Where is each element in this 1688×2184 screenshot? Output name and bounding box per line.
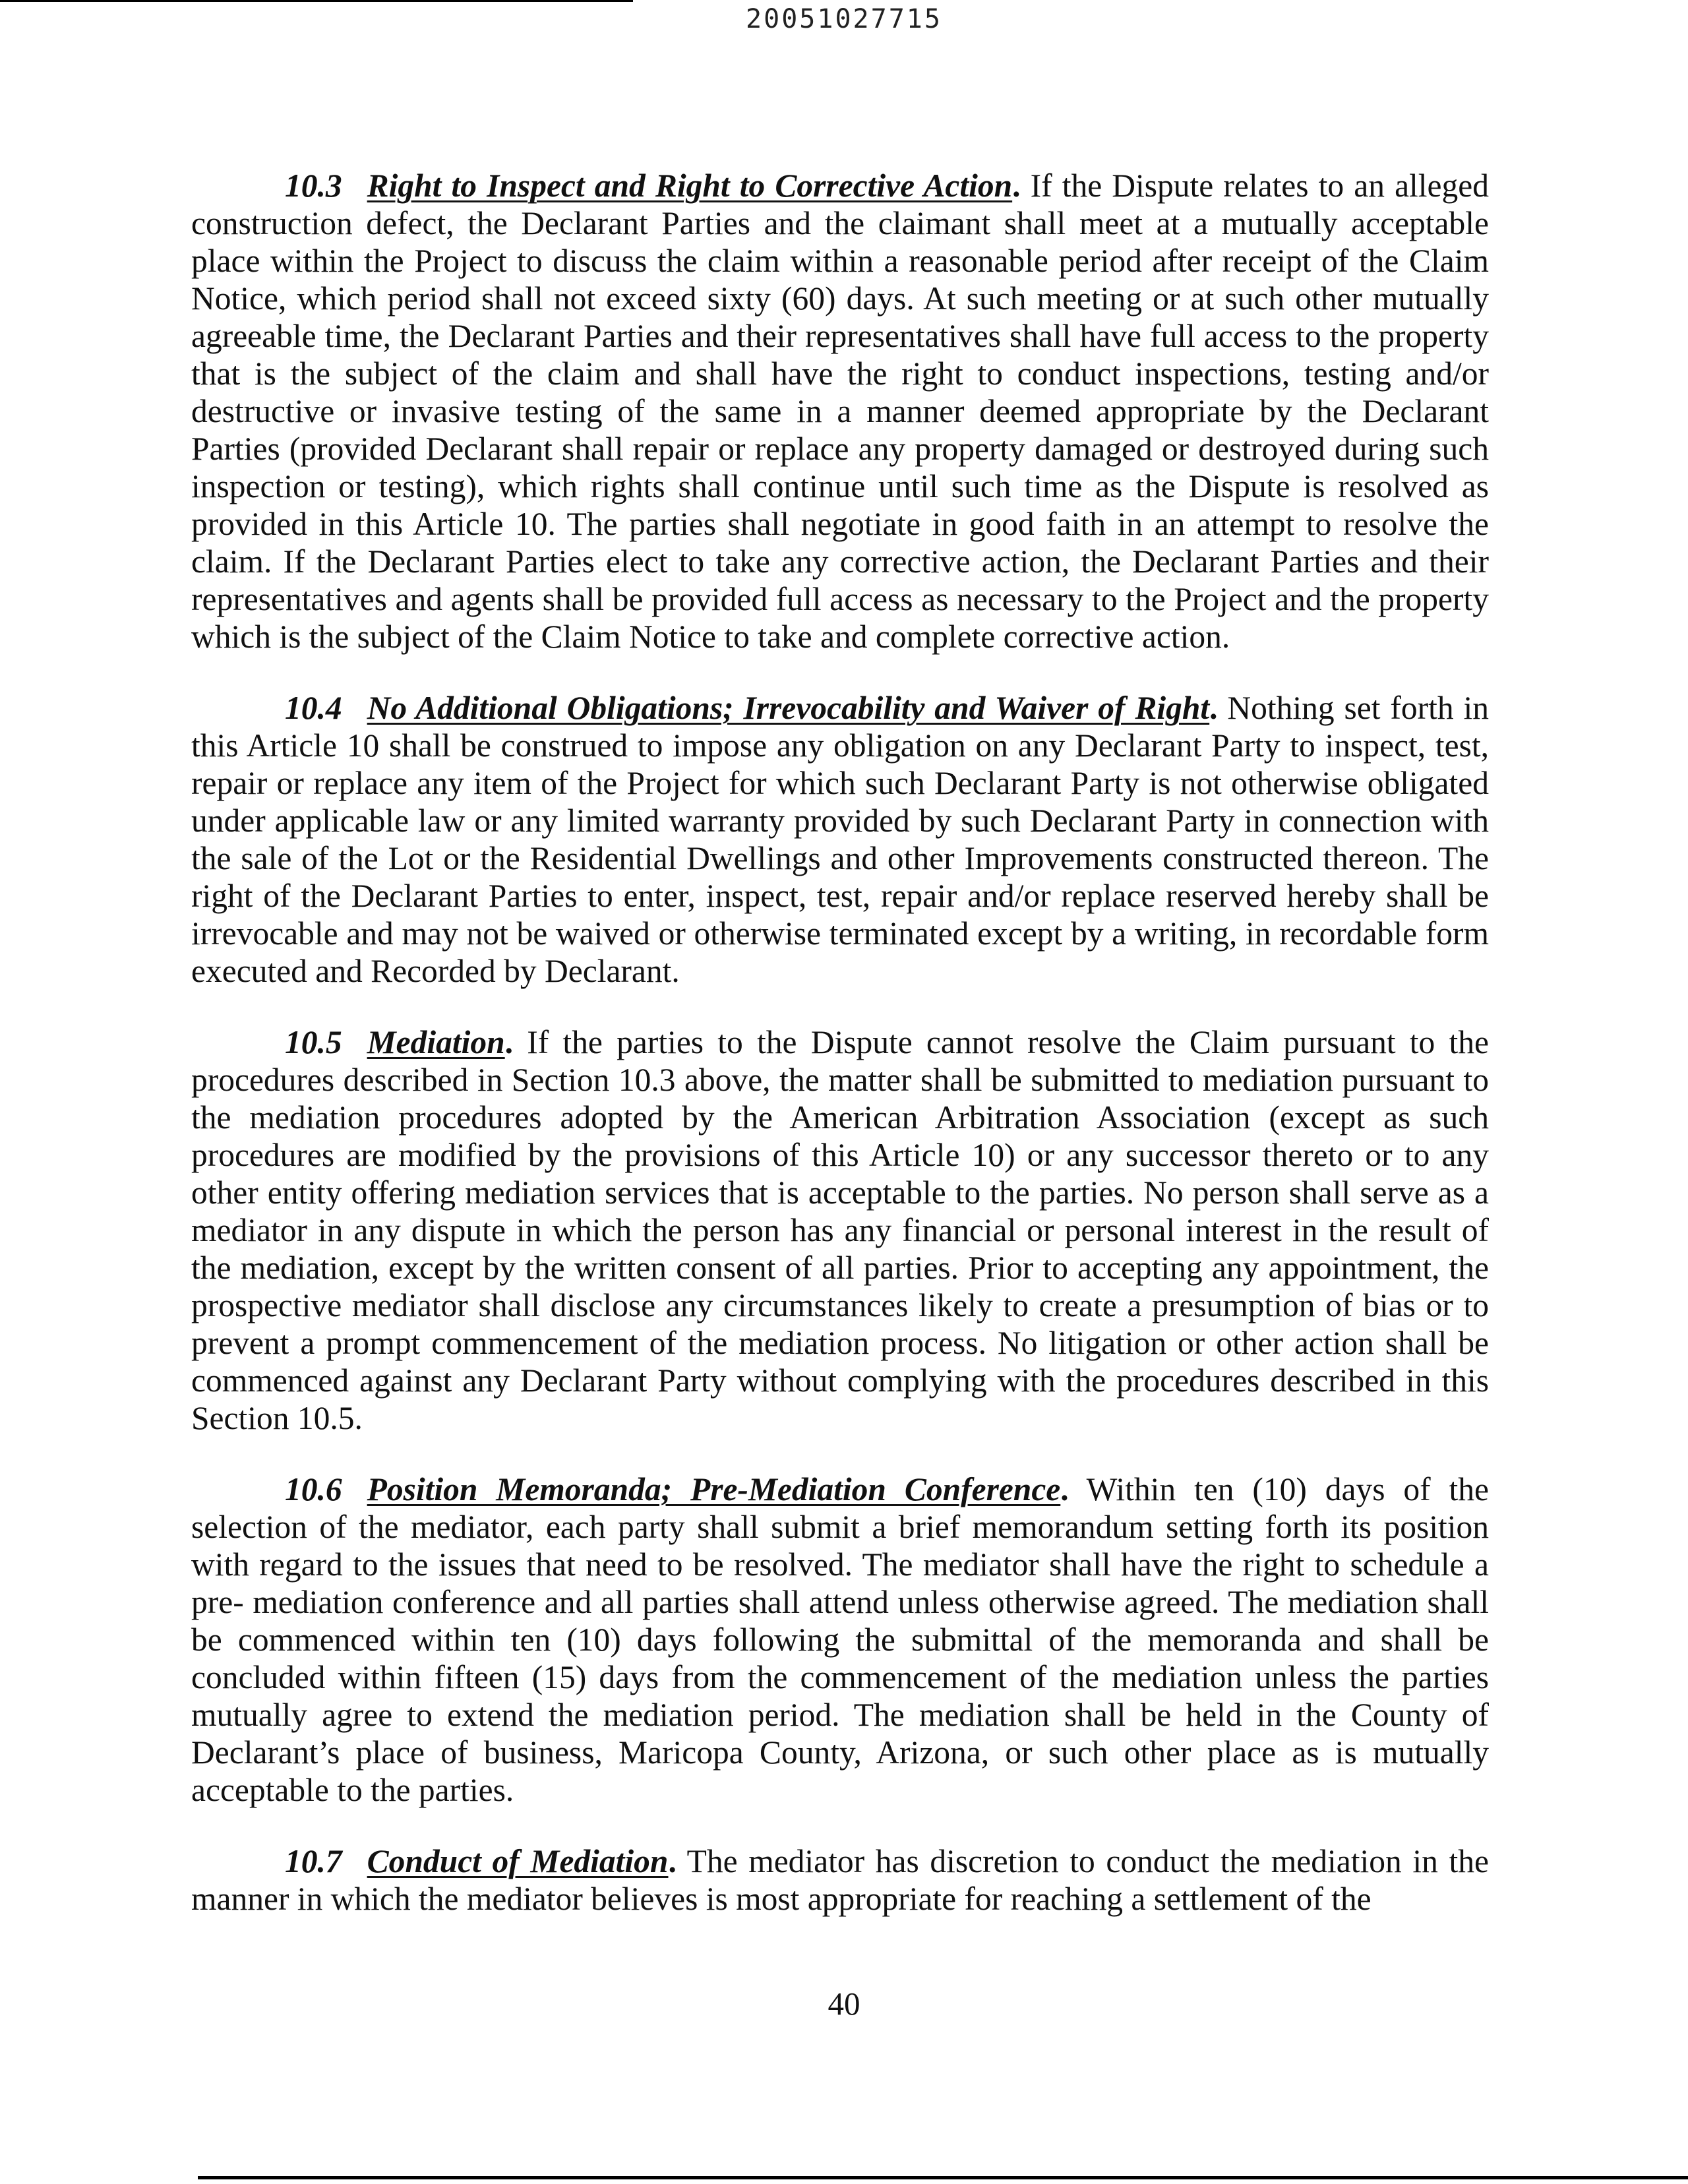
- section-10-4: 10.4 No Additional Obligations; Irrevocability and Waiver of Right. Nothing set forth in this Article 10 shall be construed to impose any obligation on any Declarant Party to inspect, test, repair or replace any item of the Project for which such Declarant Party is not otherwise obligated under applicable law or any limited warranty provided by such Declarant Party in connection with the sale of the Lot or the Residential Dwellings and other Improvements constructed thereon. The right of the Declarant Parties to enter, inspect, test, repair and/or replace reserved hereby shall be irrevocable and may not be waived or otherwise terminated except by a writing, in recordable form executed and Recorded by Declarant.: [191, 690, 1489, 989]
- section-title: Conduct of Mediation: [367, 1843, 669, 1879]
- top-rule: [0, 0, 633, 2]
- section-number: 10.4: [285, 690, 342, 726]
- document-body: [191, 167, 1489, 1951]
- section-body: Within ten (10) days of the selection of the mediator, each party shall submit a brief memorandum setting forth its position with regard to the issues that need to be resolved. The mediator shall have the right to schedule a pre- mediation conference and all parties shall attend unless otherwise agreed. The mediation shall be commenced within ten (10) days following the submittal of the memoranda and shall be concluded within fifteen (15) days from the commencement of the mediation unless the parties mutually agree to extend the mediation period. The mediation shall be held in the County of Declarant’s place of business, Maricopa County, Arizona, or such other place as is mutually acceptable to the parties.: [191, 1471, 1489, 1808]
- page-number: 40: [828, 1986, 860, 2022]
- section-number: 10.7: [285, 1843, 342, 1879]
- section-title: Right to Inspect and Right to Corrective Action: [367, 167, 1013, 204]
- bottom-rule: [198, 2176, 1688, 2179]
- section-10-7: 10.7 Conduct of Mediation. The mediator has discretion to conduct the mediation in the manner in which the mediator believes is most appropriate for reaching a settlement of the: [191, 1843, 1490, 1917]
- section-number: 10.3: [285, 167, 342, 204]
- section-title: Position Memoranda; Pre-Mediation Conference: [367, 1471, 1061, 1507]
- section-number: 10.6: [285, 1471, 342, 1507]
- document-number: 20051027715: [746, 4, 942, 34]
- section-10-5: 10.5 Mediation. If the parties to the Dispute cannot resolve the Claim pursuant to the procedures described in Section 10.3 above, the matter shall be submitted to mediation pursuant to the mediation procedures adopted by the American Arbitration Association (except as such procedures are modified by the provisions of this Article 10) or any successor thereto or to any other entity offering mediation services that is acceptable to the parties. No person shall serve as a mediator in any dispute in which the person has any financial or personal interest in the result of the mediation, except by the written consent of all parties. Prior to accepting any appointment, the prospective mediator shall disclose any circumstances likely to create a presumption of bias or to prevent a prompt commencement of the mediation process. No litigation or other action shall be commenced against any Declarant Party without complying with the procedures described in this Section 10.5.: [191, 1024, 1489, 1436]
- section-body: If the parties to the Dispute cannot resolve the Claim pursuant to the procedures described in Section 10.3 above, the matter shall be submitted to mediation pursuant to the mediation procedures adopted by the American Arbitration Association (except as such procedures are modified by the provisions of this Article 10) or any successor thereto or to any other entity offering mediation services that is acceptable to the parties. No person shall serve as a mediator in any dispute in which the person has any financial or personal interest in the result of the mediation, except by the written consent of all parties. Prior to accepting any appointment, the prospective mediator shall disclose any circumstances likely to create a presumption of bias or to prevent a prompt commencement of the mediation process. No litigation or other action shall be commenced against any Declarant Party without complying with the procedures described in this Section 10.5.: [191, 1024, 1489, 1436]
- section-title: No Additional Obligations; Irrevocability and Waiver of Right: [367, 690, 1210, 726]
- section-number: 10.5: [285, 1024, 342, 1060]
- section-title: Mediation: [367, 1024, 505, 1060]
- section-body: If the Dispute relates to an alleged construction defect, the Declarant Parties and the claimant shall meet at a mutually acceptable place within the Project to discuss the claim within a reasonable period after receipt of the Claim Notice, which period shall not exceed sixty (60) days. At such meeting or at such other mutually agreeable time, the Declarant Parties and their representatives shall have full access to the property that is the subject of the claim and shall have the right to conduct inspections, testing and/or destructive or invasive testing of the same in a manner deemed appropriate by the Declarant Parties (provided Declarant shall repair or replace any property damaged or destroyed during such inspection or testing), which rights shall continue until such time as the Dispute is resolved as provided in this Article 10. The parties shall negotiate in good faith in an attempt to resolve the claim. If the Declarant Parties elect to take any corrective action, the Declarant Parties and their representatives and agents shall be provided full access as necessary to the Project and the property which is the subject of the Claim Notice to take and complete corrective action.: [191, 167, 1489, 655]
- section-10-6: 10.6 Position Memoranda; Pre-Mediation Conference. Within ten (10) days of the selection of the mediator, each party shall submit a brief memorandum setting forth its position with regard to the issues that need to be resolved. The mediator shall have the right to schedule a pre- mediation conference and all parties shall attend unless otherwise agreed. The mediation shall be commenced within ten (10) days following the submittal of the memoranda and shall be concluded within fifteen (15) days from the commencement of the mediation unless the parties mutually agree to extend the mediation period. The mediation shall be held in the County of Declarant’s place of business, Maricopa County, Arizona, or such other place as is mutually acceptable to the parties.: [191, 1471, 1489, 1808]
- section-10-3: 10.3 Right to Inspect and Right to Corrective Action. If the Dispute relates to an alleged construction defect, the Declarant Parties and the claimant shall meet at a mutually acceptable place within the Project to discuss the claim within a reasonable period after receipt of the Claim Notice, which period shall not exceed sixty (60) days. At such meeting or at such other mutually agreeable time, the Declarant Parties and their representatives shall have full access to the property that is the subject of the claim and shall have the right to conduct inspections, testing and/or destructive or invasive testing of the same in a manner deemed appropriate by the Declarant Parties (provided Declarant shall repair or replace any property damaged or destroyed during such inspection or testing), which rights shall continue until such time as the Dispute is resolved as provided in this Article 10. The parties shall negotiate in good faith in an attempt to resolve the claim. If the Declarant Parties elect to take any corrective action, the Declarant Parties and their representatives and agents shall be provided full access as necessary to the Project and the property which is the subject of the Claim Notice to take and complete corrective action.: [191, 167, 1489, 655]
- section-body: The mediator has discretion to conduct the mediation in the manner in which the mediator believes is most appropriate for reaching a settlement of the: [191, 1843, 1490, 1917]
- section-body: Nothing set forth in this Article 10 shall be construed to impose any obligation on any Declarant Party to inspect, test, repair or replace any item of the Project for which such Declarant Party is not otherwise obligated under applicable law or any limited warranty provided by such Declarant Party in connection with the sale of the Lot or the Residential Dwellings and other Improvements constructed thereon. The right of the Declarant Parties to enter, inspect, test, repair and/or replace reserved hereby shall be irrevocable and may not be waived or otherwise terminated except by a writing, in recordable form executed and Recorded by Declarant.: [191, 690, 1489, 989]
